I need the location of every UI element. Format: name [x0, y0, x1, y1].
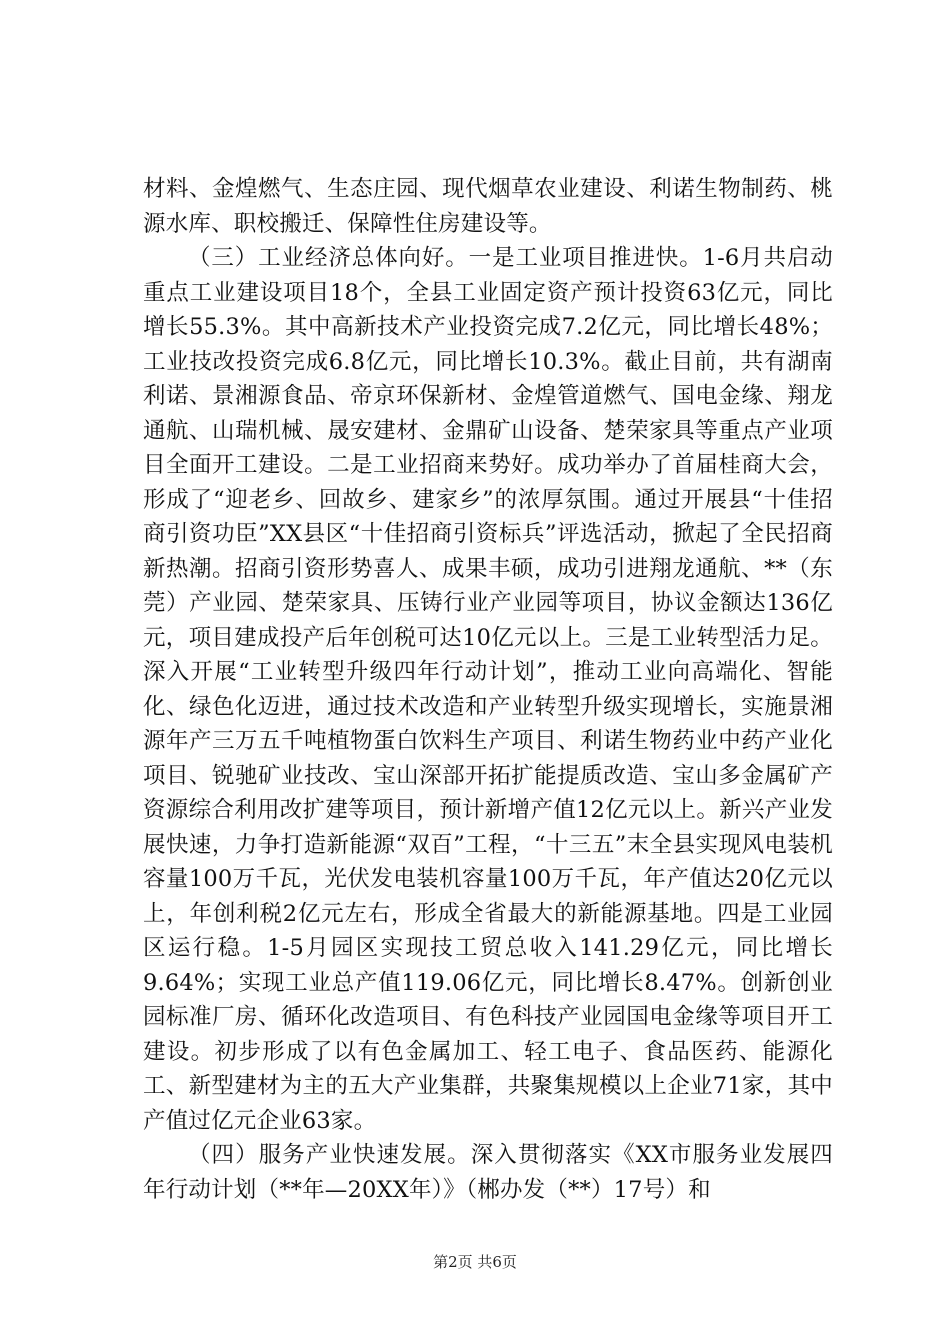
body-text	[143, 172, 833, 1207]
paragraph-industrial-economy: （三）工业经济总体向好。一是工业项目推进快。1-6月共启动重点工业建设项目18个，全县工业固定资产预计投资63亿元，同比增长55.3%。其中高新技术产业投资完成7.2亿元，同比增长48%；工业技改投资完成6.8亿元，同比增长10.3%。截止目前，共有湖南利诺、景湘源食品、帝京环保新材、金煌管道燃气、国电金缘、翔龙通航、山瑞机械、晟安建材、金鼎矿山设备、楚荣家具等重点产业项目全面开工建设。二是工业招商来势好。成功举办了首届桂商大会，形成了“迎老乡、回故乡、建家乡”的浓厚氛围。通过开展县“十佳招商引资功臣”XX县区“十佳招商引资标兵”评选活动，掀起了全民招商新热潮。招商引资形势喜人、成果丰硕，成功引进翔龙通航、**（东莞）产业园、楚荣家具、压铸行业产业园等项目，协议金额达136亿元，项目建成投产后年创税可达10亿元以上。三是工业转型活力足。深入开展“工业转型升级四年行动计划”，推动工业向高端化、智能化、绿色化迈进，通过技术改造和产业转型升级实现增长，实施景湘源年产三万五千吨植物蛋白饮料生产项目、利诺生物药业中药产业化项目、锐驰矿业技改、宝山深部开拓扩能提质改造、宝山多金属矿产资源综合利用改扩建等项目，预计新增产值12亿元以上。新兴产业发展快速，力争打造新能源“双百”工程，“十三五”末全县实现风电装机容量100万千瓦，光伏发电装机容量100万千瓦，年产值达20亿元以上，年创利税2亿元左右，形成全省最大的新能源基地。四是工业园区运行稳。1-5月园区实现技工贸总收入141.29亿元，同比增长9.64%；实现工业总产值119.06亿元，同比增长8.47%。创新创业园标准厂房、循环化改造项目、有色科技产业园国电金缘等项目开工建设。初步形成了以有色金属加工、轻工电子、食品医药、能源化工、新型建材为主的五大产业集群，共聚集规模以上企业71家，其中产值过亿元企业63家。	[143, 245, 833, 1134]
page-number-footer: 第2页 共6页	[433, 1253, 517, 1271]
paragraph-service-industry: （四）服务产业快速发展。深入贯彻落实《XX市服务业发展四年行动计划（**年—20XX年）》（郴办发（**）17号）和	[143, 1142, 833, 1203]
paragraph-continuation: 材料、金煌燃气、生态庄园、现代烟草农业建设、利诺生物制药、桃源水库、职校搬迁、保障性住房建设等。	[143, 176, 833, 237]
